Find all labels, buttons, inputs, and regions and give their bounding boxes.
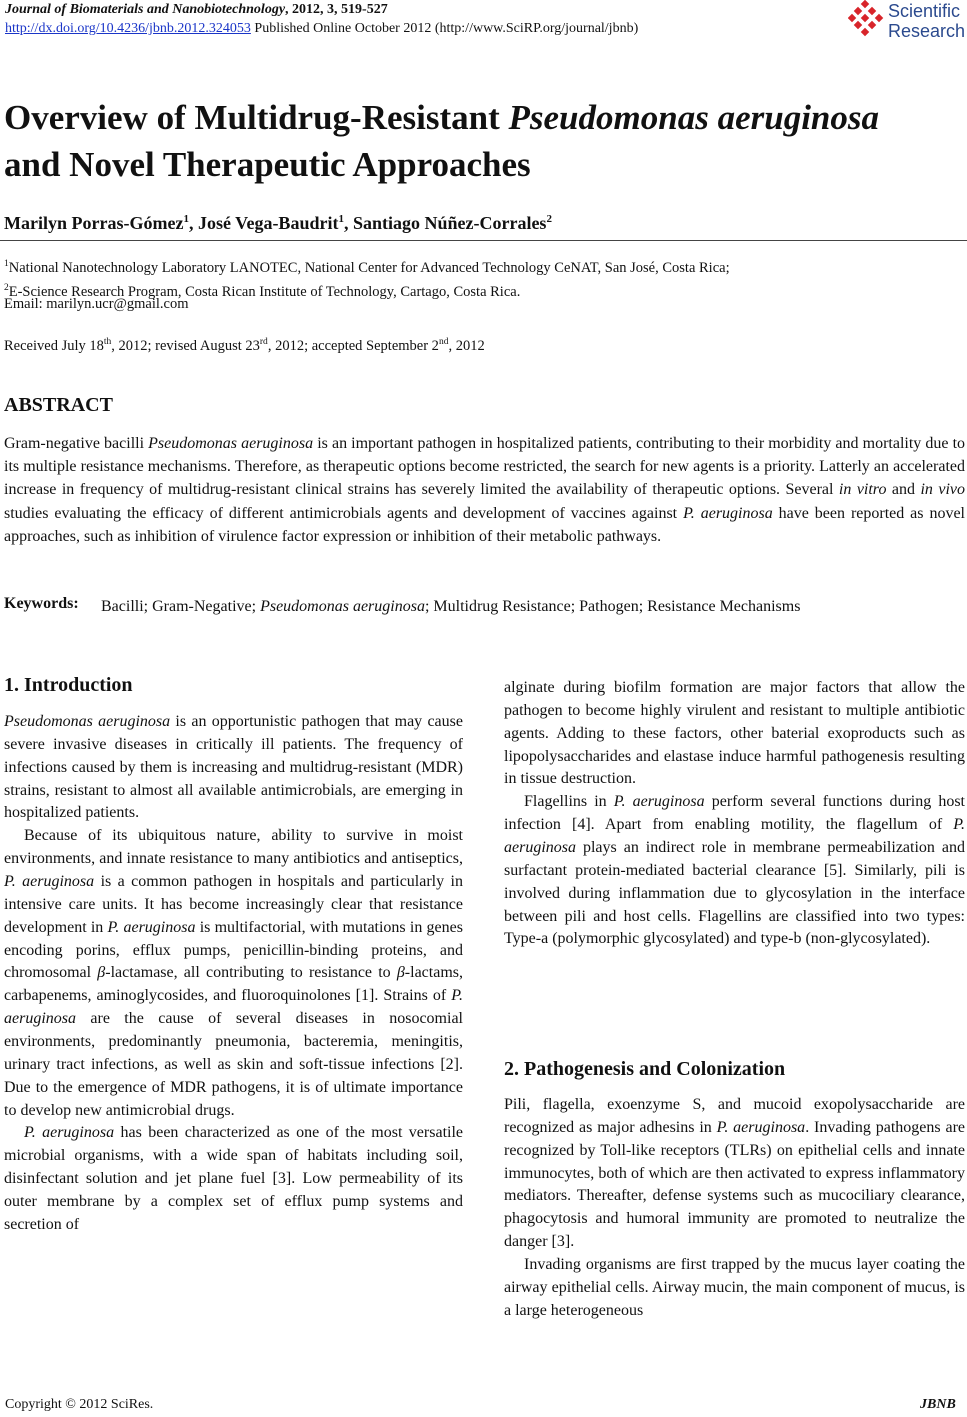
title-part-2: and Novel Therapeutic Approaches: [4, 145, 531, 184]
italic-run: β: [396, 964, 405, 982]
contact-email: Email: marilyn.ucr@gmail.com: [4, 296, 189, 312]
author-sup: 1: [338, 213, 344, 225]
text-run: studies evaluating the efficacy of different antimicrobials agents and development of vaccines against: [4, 504, 684, 522]
footer-copyright: Copyright © 2012 SciRes.: [5, 1397, 154, 1412]
author-name: José Vega-Baudrit: [197, 213, 339, 233]
received-text: Received July 18: [4, 337, 104, 354]
text-run: is an opportunistic pathogen that may cause severe invasive diseases in critically ill patients. The frequency of infections caused by them is increasing and multidrug-resistant (MDR) strains, resistant to almost all available antimicrobials, are emerging in hospitalized patients.: [4, 713, 463, 822]
revised-sup: rd: [259, 337, 268, 347]
section-heading-pathogenesis: 2. Pathogenesis and Colonization: [504, 1058, 786, 1080]
text-run: plays an indirect role in membrane permeabilization and surfactant protein-mediated bacterial clearance [5]. Similarly, pili is involved during inflammation due to glycosylation in the interface between pili and host cells. Flagellins are classified into two types: Type-a (polymorphic glycosylated) and type-b (non-glycosylated).: [504, 839, 965, 948]
doi-link[interactable]: http://dx.doi.org/10.4236/jbnb.2012.324053: [5, 21, 251, 36]
abstract-body: [4, 432, 965, 548]
title-italic: Pseudomonas aeruginosa: [508, 98, 880, 137]
paragraph: [504, 1094, 965, 1254]
published-text: Published Online October 2012 (http://www.SciRP.org/journal/jbnb): [250, 21, 639, 36]
right-column-body-top: [504, 677, 965, 951]
text-run: and: [886, 481, 921, 499]
text-run: -lactamase, all contributing to resistance to: [105, 964, 397, 982]
italic-run: Pseudomonas aeruginosa: [4, 713, 171, 730]
year-text: , 2012: [448, 337, 485, 354]
logo-line-2: Research: [888, 21, 966, 41]
text-run: is an important pathogen in hospitalized patients, contributing to their morbidity and mortality due to its multiple resistance mechanisms. Therefore, as therapeutic options become restricted, the search for new agents is a priority. Latterly an accelerated increase in frequency of multidrug-resistant clinical strains has severely limited the availability of therapeutic options. Several: [4, 435, 966, 499]
accepted-sup: nd: [438, 337, 449, 347]
paragraph: [504, 791, 965, 951]
text-run: Invading organisms are first trapped by the mucus layer coating the airway epithelial cells. Airway mucin, the main component of mucus, is a large heterogeneous: [504, 1256, 965, 1319]
text-run: are the cause of several diseases in nosocomial environments, predominantly pneumonia, bacteremia, meningitis, urinary tract infections, as well as skin and soft-tissue infections [2]. Due to the emergence of MDR pathogens, it is of ultimate importance to develop new antimicrobial drugs.: [4, 1010, 463, 1119]
italic-run: P. aeruginosa: [24, 1124, 115, 1142]
text-run: -lactams, carbapenems, aminoglycosides, and fluoroquinolones [1]. Strains of: [4, 964, 463, 1005]
paragraph: [504, 677, 965, 791]
section-heading-introduction: 1. Introduction: [4, 674, 133, 696]
right-column-body-bottom: [504, 1094, 965, 1323]
italic-run: P. aeruginosa: [107, 918, 196, 936]
text-run: Bacilli; Gram-Negative;: [101, 598, 261, 615]
affiliations: [4, 254, 964, 302]
paragraph: [4, 711, 463, 825]
italic-run: P. aeruginosa: [716, 1118, 806, 1136]
italic-run: P. aeruginosa: [504, 816, 965, 857]
header-divider: [0, 240, 967, 241]
text-run: Pili, flagella, exoenzyme S, and mucoid exopolysaccharide are recognized as major adhesins in: [504, 1096, 965, 1136]
affiliation-sup: 1: [4, 259, 9, 269]
paragraph: [4, 1122, 463, 1236]
italic-run: Pseudomonas aeruginosa: [148, 435, 314, 452]
keywords-list: [101, 595, 941, 618]
journal-name: Journal of Biomaterials and Nanobiotechnology: [5, 2, 286, 17]
text-run: have been reported as novel approaches, such as inhibition of virulence factor expression or inhibition of their metabolic pathways.: [4, 504, 966, 545]
author-name: Marilyn Porras-Gómez: [4, 213, 184, 233]
author-sep: ,: [188, 213, 198, 233]
italic-run: P. aeruginosa: [4, 987, 463, 1028]
text-run: perform several functions during host infection [4]. Apart from enabling motility, the flagellum of: [504, 793, 965, 834]
text-run: Gram-negative bacilli: [4, 435, 149, 452]
text-run: is a common pathogen in hospitals and particularly in intensive care units. It has become increasingly clear that resistance development in: [4, 873, 463, 936]
affiliation-text: National Nanotechnology Laboratory LANOTEC, National Center for Advanced Technology CeNAT, San José, Costa Rica;: [8, 259, 730, 276]
title-part-1: Overview of Multidrug-Resistant: [4, 98, 509, 137]
journal-citation: [5, 2, 388, 18]
keywords-label: Keywords:: [4, 595, 79, 612]
text-run: Because of its ubiquitous nature, ability to survive in moist environments, and innate resistance to many antibiotics and antiseptics,: [4, 827, 463, 868]
text-run: . Invading pathogens are recognized by Toll-like receptors (TLRs) on epithelial cells and innate immunocytes, both of which are then activated to express inflammatory mediators. Thereafter, defense systems such as mucociliary clearance, phagocytosis and humoral immunity are promoted to neutralize the danger [3].: [504, 1118, 966, 1251]
text-run: ; Multidrug Resistance; Pathogen; Resistance Mechanisms: [424, 598, 801, 615]
text-run: alginate during biofilm formation are major factors that allow the pathogen to become highly virulent and resistant to multiple antibiotic agents. Adding to these factors, other baterial exoproducts such as lipopolysaccharides and elastase induce harmful pathogenesis resulting in tissue destruction.: [504, 679, 965, 788]
author-list: [4, 213, 552, 234]
italic-run: P. aeruginosa: [683, 504, 773, 522]
affiliation-1: [4, 254, 964, 278]
logo-text: [888, 1, 965, 41]
affiliation-text: E-Science Research Program, Costa Rican Institute of Technology, Cartago, Costa Rica.: [8, 283, 521, 300]
revised-text: , 2012; revised August 23: [111, 337, 260, 354]
author-sup: 1: [183, 213, 189, 225]
italic-run: Pseudomonas aeruginosa: [260, 598, 425, 615]
text-run: is multifactorial, with mutations in genes encoding porins, efflux pumps, penicillin-binding proteins, and chromosomal: [4, 918, 463, 982]
received-sup: th: [103, 337, 112, 347]
logo-mark-icon: [848, 0, 888, 40]
abstract-heading: ABSTRACT: [4, 394, 113, 416]
author-sup: 2: [546, 213, 552, 225]
italic-run: P. aeruginosa: [4, 873, 95, 891]
author-sep: ,: [343, 213, 353, 233]
footer-journal-abbr: JBNB: [920, 1397, 956, 1412]
paper-title: [4, 94, 964, 188]
author-name: Santiago Núñez-Corrales: [352, 213, 547, 233]
text-run: Flagellins in: [524, 793, 614, 811]
affiliation-sup: 2: [4, 282, 9, 293]
left-column-body: [4, 711, 463, 1237]
italic-run: β: [97, 964, 106, 982]
accepted-text: , 2012; accepted September 2: [267, 337, 439, 354]
received-dates: [4, 337, 485, 355]
italic-run: in vivo: [920, 481, 965, 499]
publisher-logo: [848, 0, 966, 44]
paragraph: [504, 1254, 965, 1323]
logo-line-1: Scientific: [888, 1, 961, 21]
doi-line: [5, 21, 638, 37]
text-run: has been characterized as one of the most versatile microbial organisms, with a wide span of habitats including soil, disinfectant solution and jet plane fuel [3]. Low permeability of its outer membrane by a complex set of efflux pump systems and secretion of: [4, 1124, 464, 1233]
italic-run: in vitro: [838, 481, 887, 499]
journal-volume: , 2012, 3, 519-527: [285, 2, 388, 17]
paragraph: [4, 825, 463, 1122]
italic-run: P. aeruginosa: [613, 793, 705, 811]
